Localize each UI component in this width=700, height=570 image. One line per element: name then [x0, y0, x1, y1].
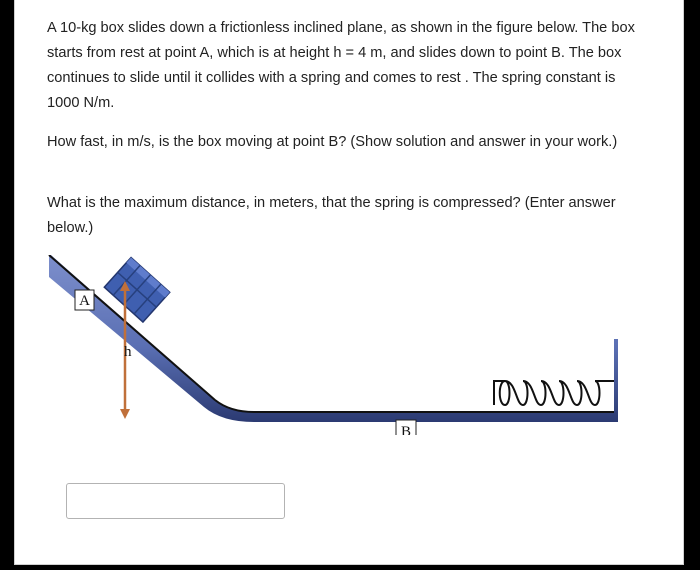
question-panel	[14, 0, 684, 565]
incline-spring-figure	[29, 255, 639, 435]
spring	[494, 381, 614, 405]
point-a-label	[75, 290, 94, 310]
height-label: h	[124, 344, 132, 360]
answer-input[interactable]	[66, 483, 285, 519]
question-spring-compression: What is the maximum distance, in meters, that the spring is compressed? (Enter answer below.)	[47, 195, 616, 236]
point-b-label	[396, 420, 416, 435]
question-speed-at-b: How fast, in m/s, is the box moving at point B? (Show solution and answer in your work.)	[47, 134, 618, 150]
problem-statement: A 10-kg box slides down a frictionless inclined plane, as shown in the figure below. The box starts from rest at point A, which is at height h = 4 m, and slides down to point B. The box continues to slide until it collides with a spring and comes to rest . The spring constant is 1000 N/m.	[47, 20, 635, 111]
point-b-text: B	[400, 424, 412, 435]
point-a-text: A	[79, 293, 90, 309]
